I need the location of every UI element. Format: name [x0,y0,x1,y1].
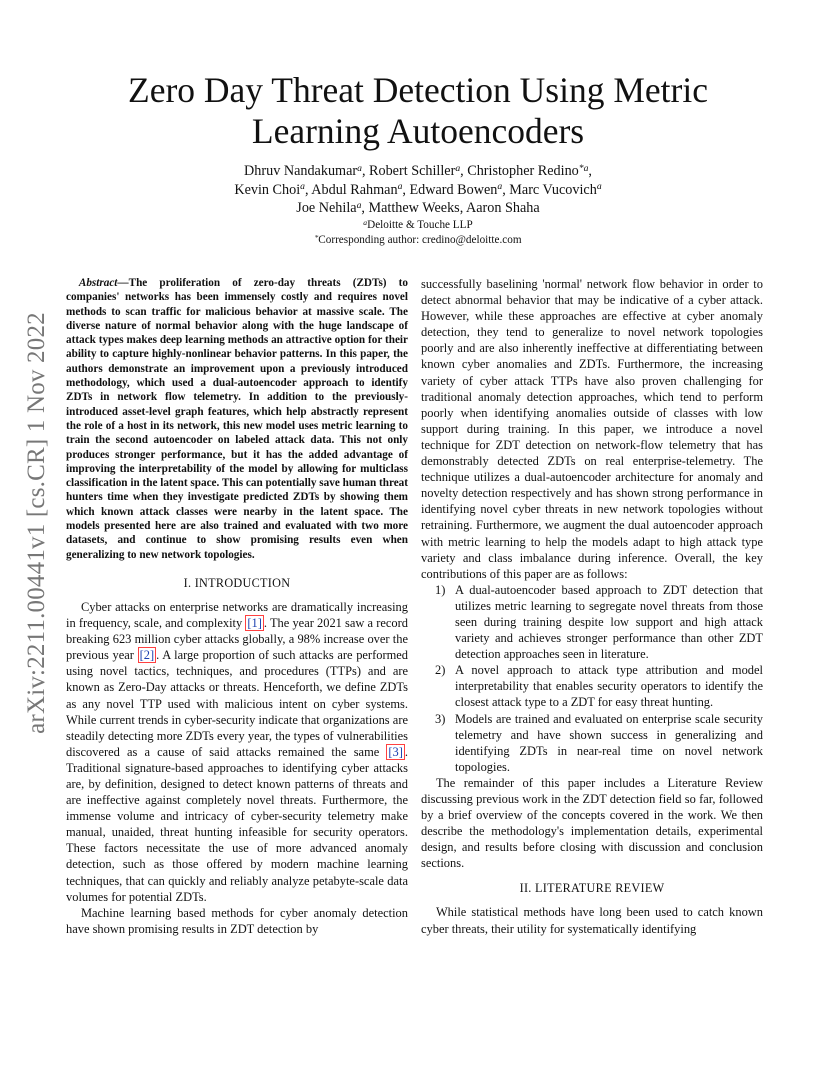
section-heading-introduction [66,576,408,591]
contribution-text: A dual-autoencoder based approach to ZDT detection that utilizes metric learning to segregate novel threats from those seen during training despite low support and high attack variety and achieves stronger performance than other ZDT detection approaches seen in literature. [455,582,763,662]
contribution-item [421,582,763,662]
author-affiliation-marker: *a [578,162,589,174]
author-line [60,181,776,200]
author-separator: , [361,163,370,179]
author-name: Edward Bowen [409,181,498,198]
author-line [60,199,776,218]
author-affiliation-marker: a [497,181,503,193]
contributions-list [421,582,763,775]
author-separator: , [460,163,468,179]
section-heading-literature-review [421,881,763,896]
arxiv-sidebar-stamp [22,288,52,758]
author-affiliation-marker: a [455,162,461,174]
author-separator: , [588,163,592,179]
left-column [66,276,408,937]
section-title-rest: NTRODUCTION [199,575,291,590]
citation-link-3[interactable]: [3] [388,744,403,759]
author-separator: , [402,181,410,198]
corresponding-marker: * [314,232,319,242]
author-separator: , [502,181,510,198]
author-separator: , [361,200,369,216]
citation-link-2[interactable]: [2] [139,648,155,663]
contribution-text: A novel approach to attack type attribution and model interpretability that enables security operators to identify the closest attack type to a ZDT for easy threat hunting. [455,663,763,710]
author-lines [60,162,776,218]
corresponding-author-text: Corresponding author: credino@deloitte.com [318,234,522,246]
section-title-rest-2: EVIEW [623,881,665,896]
author-affiliation-marker: a [357,162,362,174]
author-line [60,162,776,181]
affiliation-text: Deloitte & Touche LLP [367,219,473,231]
section-initial: L [535,881,543,896]
section-initial-2: R [615,881,624,896]
author-affiliation-marker: a [596,181,602,193]
affiliation-marker: a [363,217,368,227]
author-affiliation-marker: a [397,181,403,193]
contribution-number: 2) [435,663,446,678]
author-separator: , [304,181,312,198]
contribution-item [421,711,763,775]
intro-text-b: . The year 2021 saw a record breaking 623 million cyber attacks globally, a 98% increase over the previous year [66,616,408,663]
section-title-rest: ITERATURE [542,881,612,896]
remainder-paragraph: The remainder of this paper includes a Literature Review discussing previous work in the ZDT detection field so far, followed by a brief overview of the concepts covered in the work. We then describe the methodology's implementation details, experimental design, and results before closing with discussion and conclusion sections. [421,775,763,871]
contribution-number: 1) [435,582,446,597]
section-numeral: II. [519,881,532,896]
intro-text-c: . A large proportion of such attacks are performed using novel tactics, techniques, and procedures (TTPs) and are known as Zero-Day attacks or threats. Henceforth, we define ZDTs as any novel TTP used with malicious intent on cyber systems. While current trends in cyber-security indicate that organizations are steadily detecting more ZDTs every year, the types of vulnerabilities discovered as a cause of said attacks remained the same [66,648,408,759]
section-numeral: I. [183,575,192,590]
author-name: Kevin Choi [234,181,301,198]
author-name: Robert Schiller [369,163,456,179]
author-name: Matthew Weeks [368,200,460,216]
paper-title: Zero Day Threat Detection Using Metric Learning Autoencoders [128,70,708,151]
intro-text-d: . Traditional signature-based approaches to identifying cyber attacks are, by definition, designed to detect known patterns of threats and are ineffective against completely novel threats. Furthermore, the immense volume and intricacy of cyber-security telemetry make manual, unaided, threat hunting infeasible for security operators. These factors necessitate the use of more advanced anomaly detection, such as those offered by modern machine learning techniques, that can quickly and reliably analyze petabyte-scale data volumes for potential ZDTs. [66,744,408,904]
author-name: Joe Nehila [296,200,357,216]
abstract-lead: Abstract [78,277,118,289]
author-name: Dhruv Nandakumar [244,163,358,179]
arxiv-identifier: arXiv:2211.00441v1 [cs.CR] 1 Nov 2022 [23,312,50,734]
author-separator: , [459,200,466,216]
right-column [421,276,763,937]
literature-review-paragraph: While statistical methods have long been used to catch known cyber threats, their utility for systematically identifying [421,905,763,936]
affiliation-line [60,218,776,233]
affiliation-block [60,218,776,248]
abstract-dash: — [117,277,129,289]
author-list [60,162,776,218]
intro-paragraph-1 [66,599,408,905]
abstract-text: The proliferation of zero-day threats (ZDTs) to companies' networks has been immensely costly and requires novel methods to scan traffic for malicious behavior at massive scale. The diverse nature of normal behavior along with the huge landscape of attack types makes deep learning methods an attractive option for their ability to capture highly-nonlinear behavior patterns. In this paper, the authors demonstrate an improvement upon a previously introduced methodology, which used a dual-autoencoder approach to identify ZDTs in network flow telemetry. In addition to the previously-introduced asset-level graph features, which help abstractly represent the role of a host in its network, this new model uses metric learning to train the second autoencoder on labeled attack data. This not only produces stronger performance, but it has the added advantage of improving the interpretability of the model by allowing for multiclass classification in the latent space. This can potentially save human threat hunters time when they investigate predicted ZDTs by showing them which known attack classes were nearby in the latent space. The models presented here are also trained and evaluated with two more datasets, and continue to show promising results even when generalizing to new network topologies. [66,277,408,561]
author-name: Aaron Shaha [466,200,540,216]
author-affiliation-marker: a [300,181,305,193]
abstract [66,276,408,562]
citation-link-1[interactable]: [1] [247,616,262,631]
contribution-text: Models are trained and evaluated on enterprise scale security telemetry and have shown success in generalizing and identifying ZDTs in near-real time on novel network topologies. [455,711,763,774]
intro-paragraph-2: Machine learning based methods for cyber anomaly detection have shown promising results in ZDT detection by [66,905,408,936]
section-initial: I [194,575,200,590]
contribution-item [421,662,763,710]
author-affiliation-marker: a [356,199,362,211]
intro-paragraph-2-continued: successfully baselining 'normal' network flow behavior in order to detect abnormal behavior that may be indicative of a cyber attack. However, while these approaches are effective at cyber anomaly detection, they tend to generalize to novel network topologies poorly and are also inherently ineffective at differentiating between known cyber anomalies and ZDTs. Furthermore, the increasing variety of cyber attack TTPs have also proven challenging for traditional anomaly detection approaches, which tend to perform poorly when identifying anomalies outside of classes with low support during training. In this paper, we introduce a novel technique for ZDT detection on network-flow telemetry that has demonstrably detected ZDTs on real enterprise-telemetry. The technique utilizes a dual-autoencoder architecture for anomaly and novelty detection respectively and has shown strong performance in identifying novel cyber threats in new network topologies without retraining. Furthermore, we augment the dual autoencoder approach with metric learning to help the models adapt to high attack type variety and class imbalance during inference. Overall, the key contributions of this paper are as follows: [421,277,763,581]
intro-text-a: Cyber attacks on enterprise networks are dramatically increasing in frequency, scale, and complexity [66,599,408,631]
author-name: Marc Vucovich [509,181,597,198]
author-name: Abdul Rahman [311,181,398,198]
contribution-number: 3) [435,711,446,726]
corresponding-author-line [60,233,776,248]
author-name: Christopher Redino [467,163,579,179]
